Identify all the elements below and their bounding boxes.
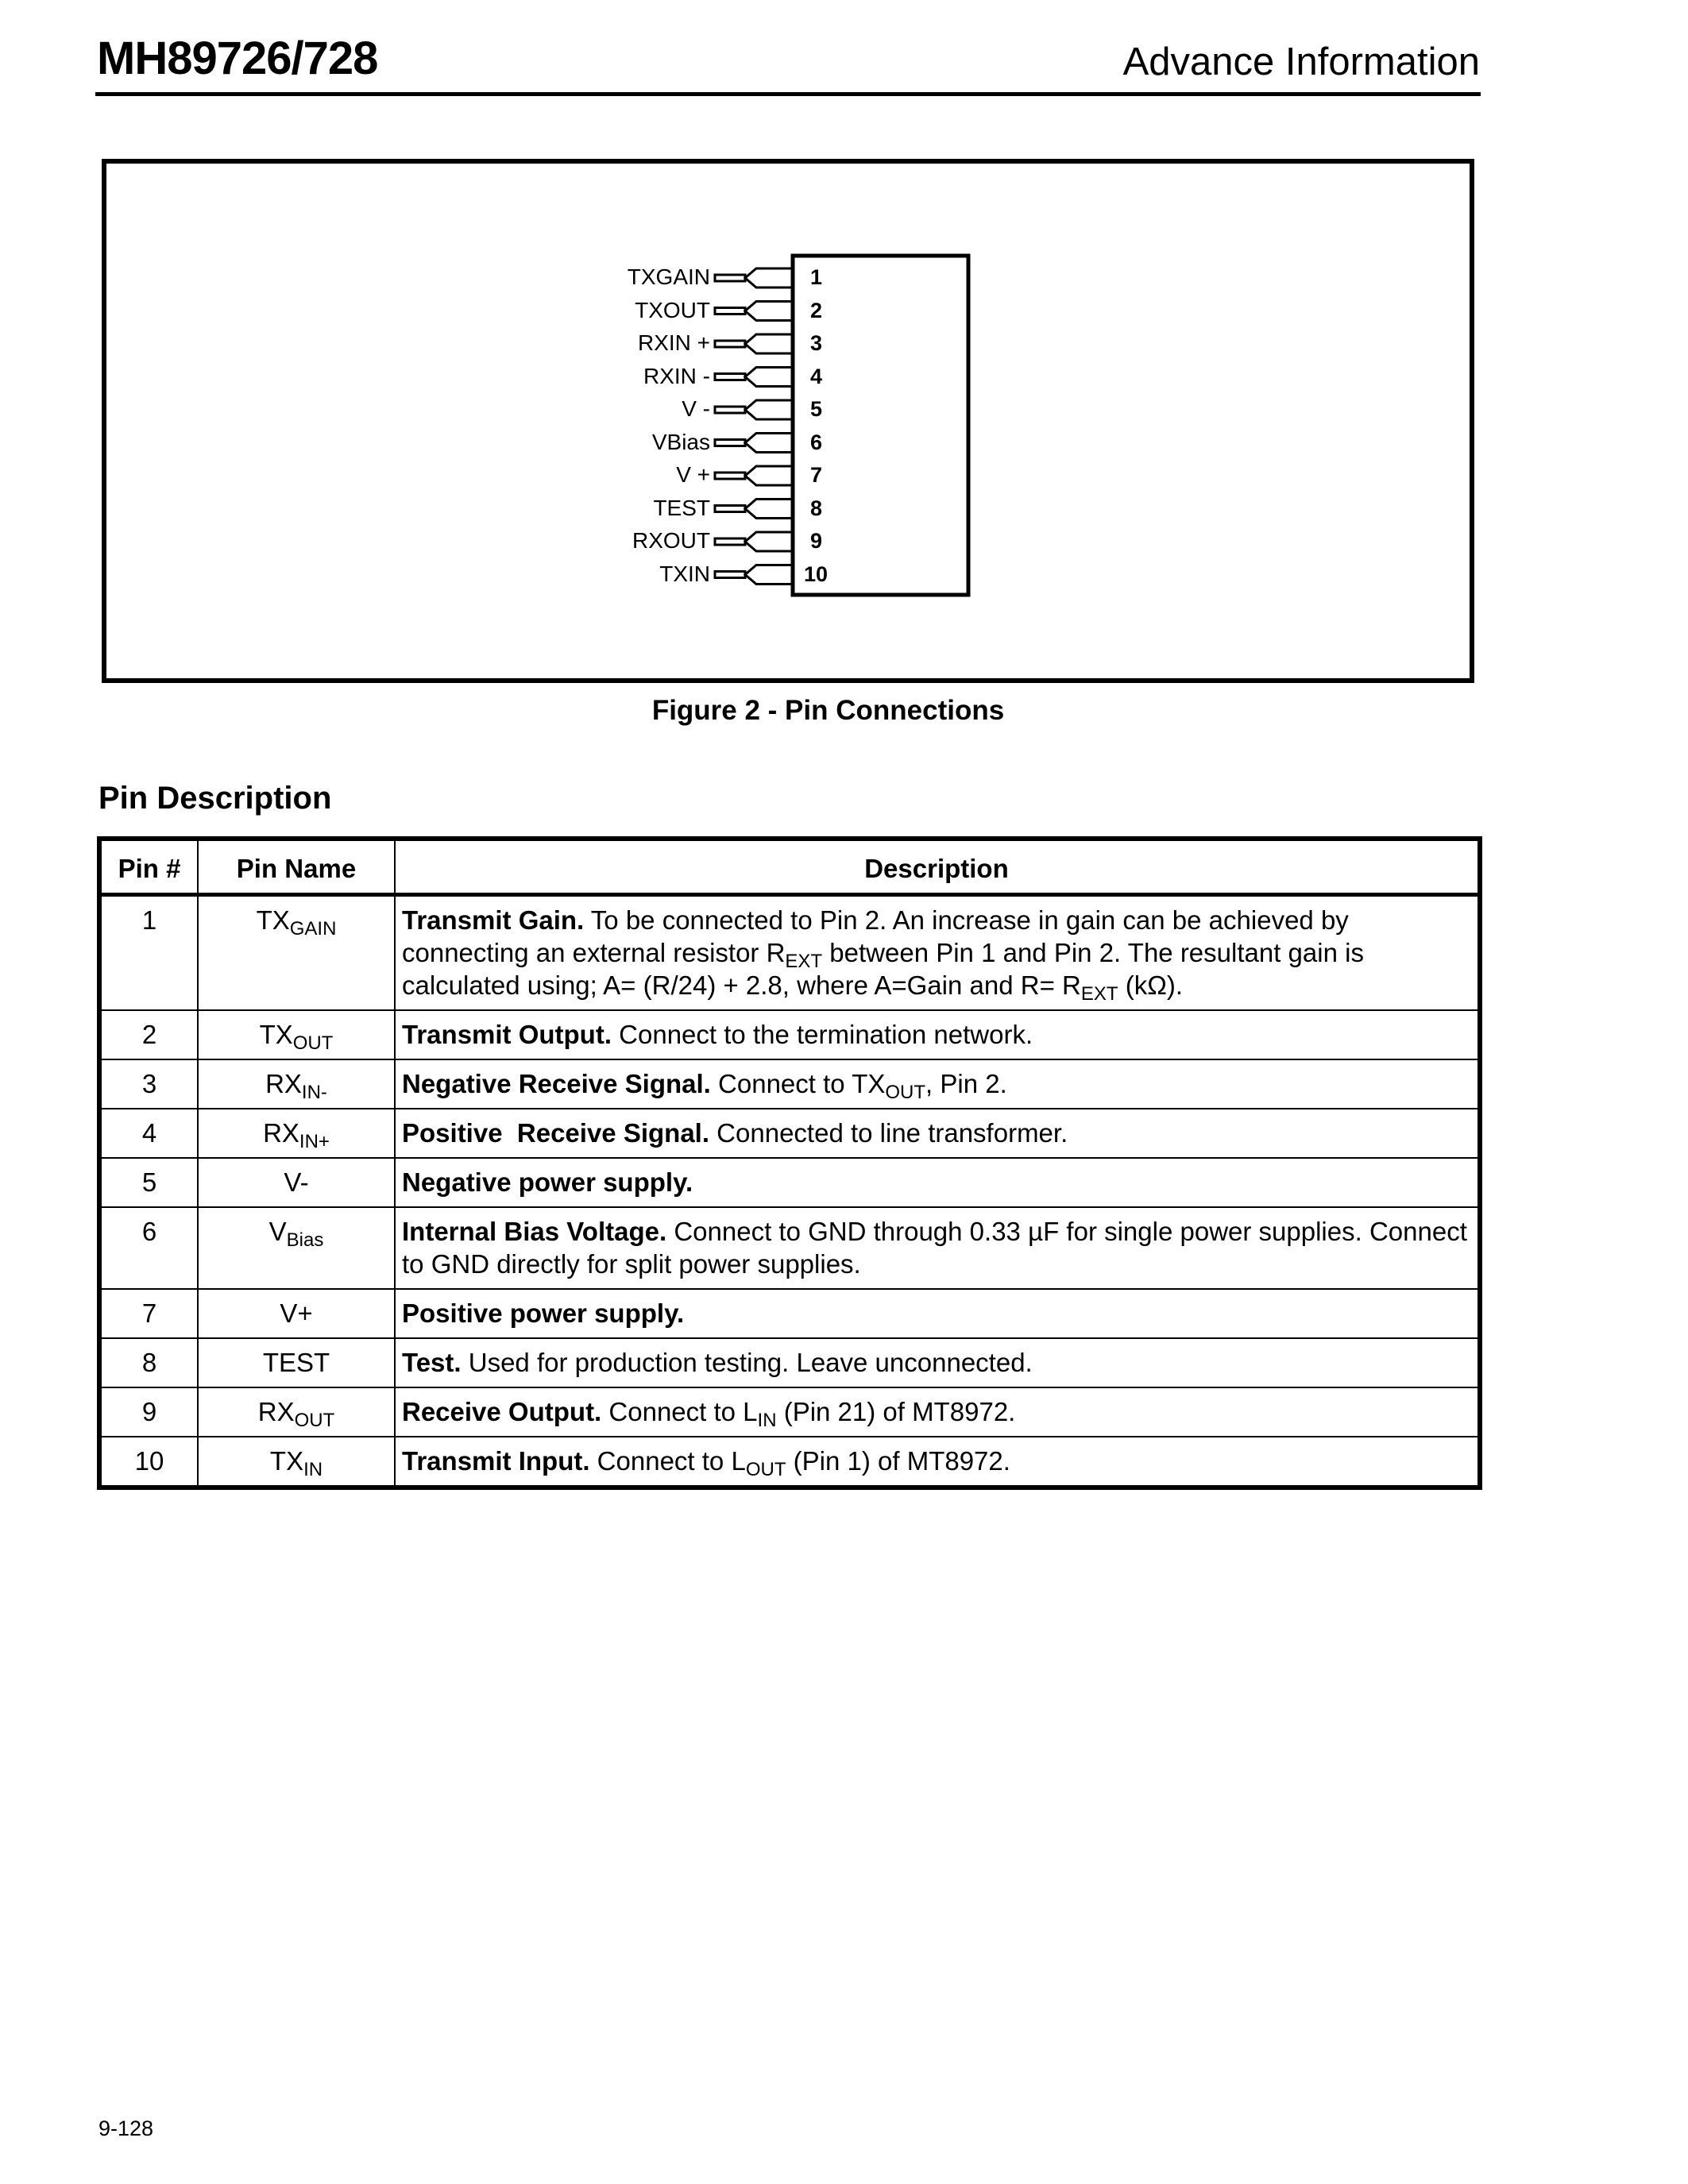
table-row: [99, 1338, 1480, 1387]
pin-number: 1: [99, 895, 198, 1011]
pin-name: $TX_{OUT}$: [198, 1010, 395, 1059]
pin-name: $V_{Bias}$: [198, 1207, 395, 1289]
header-pin-number: Pin #: [99, 839, 198, 895]
pin-number: 6: [99, 1207, 198, 1289]
table-row: [99, 1207, 1480, 1289]
pin-number-label: 6: [810, 430, 823, 454]
pin-number-label: 9: [810, 529, 823, 553]
pin-number-label: 2: [810, 298, 823, 322]
pin-number-label: 7: [810, 463, 823, 487]
pin-label: V +: [676, 462, 710, 487]
pin-number-label: 8: [810, 496, 823, 520]
table-row: [99, 1010, 1480, 1059]
pin-name: $RX_{IN+}$: [198, 1109, 395, 1158]
pin-label: RXOUT: [632, 528, 710, 553]
pin-number: 2: [99, 1010, 198, 1059]
page-number: 9-128: [98, 2116, 154, 2140]
pin-description: Positive power supply.: [395, 1289, 1480, 1338]
pin-name: $RX_{OUT}$: [198, 1387, 395, 1437]
table-row: [99, 1059, 1480, 1109]
pin-label: TXOUT: [635, 297, 710, 322]
pin-description: Negative power supply.: [395, 1158, 1480, 1207]
pin-diagram-frame: [102, 159, 1474, 683]
pin-description: Internal Bias Voltage. Connect to GND through 0.33 µF for single power supplies. Connect to GND directly for split power supplies.: [395, 1207, 1480, 1289]
header-status: Advance Information: [1122, 41, 1480, 83]
pin-name: TEST: [198, 1338, 395, 1387]
pin-number-label: 1: [810, 265, 823, 289]
pin-label: V -: [682, 396, 710, 421]
pin-number-label: 4: [810, 364, 823, 388]
pin-label: RXIN +: [637, 330, 710, 355]
pin-number: 9: [99, 1387, 198, 1437]
pin-number-label: 10: [804, 561, 829, 586]
pin-description: Receive Output. Connect to $L_{IN}$ (Pin 21) of MT8972.: [395, 1387, 1480, 1437]
table-row: [99, 1158, 1480, 1207]
pin-number-label: 3: [810, 331, 823, 355]
pin-label: TXIN: [659, 561, 710, 586]
pin-description: Negative Receive Signal. Connect to $TX_{OUT}$, Pin 2.: [395, 1059, 1480, 1109]
pin-number-column: [106, 164, 1470, 678]
figure-caption: Figure 2 - Pin Connections: [651, 695, 1005, 726]
pin-name: $RX_{IN-}$: [198, 1059, 395, 1109]
header-rule: [95, 92, 1481, 96]
pin-number: 3: [99, 1059, 198, 1109]
pin-description: Transmit Output. Connect to the termination network.: [395, 1010, 1480, 1059]
table-row: [99, 895, 1480, 1011]
document-title: MH89726/728: [97, 33, 378, 84]
table-header-row: [99, 839, 1480, 895]
pin-label: TEST: [653, 495, 710, 520]
pin-number-label: 5: [810, 397, 823, 421]
pin-name: $TX_{GAIN}$: [198, 895, 395, 1011]
pin-description: Transmit Gain. To be connected to Pin 2. An increase in gain can be achieved by connecting an external resistor $R_{EXT}$ between Pin 1 and Pin 2. The resultant gain is calculated using; A= (R/24) + 2.8, where A=Gain and $R= R_{EXT}$ (kΩ).: [395, 895, 1480, 1011]
pin-description-table: [97, 836, 1482, 1490]
pin-description: Transmit Input. Connect to $L_{OUT}$ (Pin 1) of MT8972.: [395, 1437, 1480, 1488]
pin-number: 7: [99, 1289, 198, 1338]
pin-name: V+: [198, 1289, 395, 1338]
table-row: [99, 1289, 1480, 1338]
pin-number: 4: [99, 1109, 198, 1158]
pin-label: VBias: [651, 429, 710, 454]
pin-description: Test. Used for production testing. Leave unconnected.: [395, 1338, 1480, 1387]
header-description: Description: [395, 839, 1480, 895]
header-pin-name: Pin Name: [198, 839, 395, 895]
pin-number: 10: [99, 1437, 198, 1488]
table-row: [99, 1437, 1480, 1488]
pin-label: RXIN -: [643, 363, 710, 388]
pin-description: Positive Receive Signal. Connected to line transformer.: [395, 1109, 1480, 1158]
pin-number: 5: [99, 1158, 198, 1207]
pin-name: $TX_{IN}$: [198, 1437, 395, 1488]
section-title: Pin Description: [98, 781, 332, 816]
table-row: [99, 1109, 1480, 1158]
pin-name: V-: [198, 1158, 395, 1207]
table-row: [99, 1387, 1480, 1437]
pin-number: 8: [99, 1338, 198, 1387]
pin-label: TXGAIN: [627, 264, 710, 289]
